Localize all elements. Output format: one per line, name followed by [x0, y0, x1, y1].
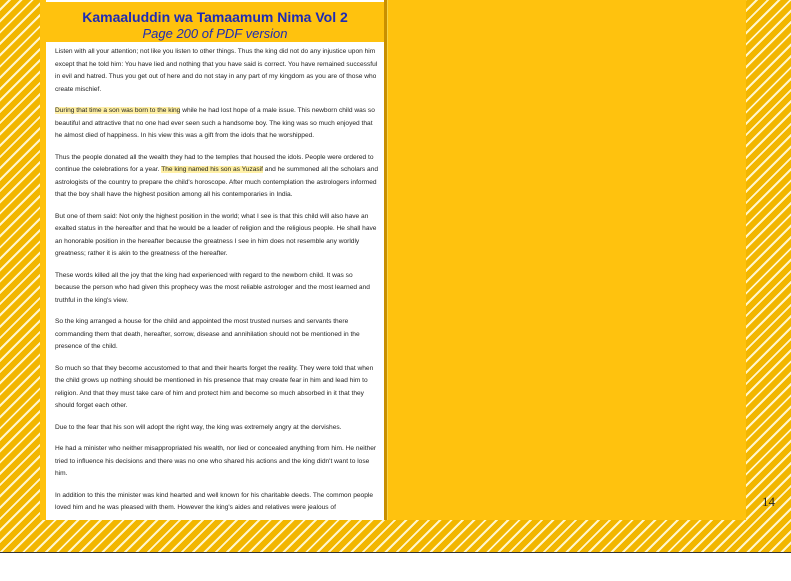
paragraph: Listen with all your attention; not like you listen to other things. Thus the king did not do any injustice upon him except that he told him: You have lied and nothing that you have said is correct. You have remained successful in evil and hatred. Thus you get out of here and do not stay in any part of my kingdom as you are of those who create mischief.	[55, 48, 378, 93]
page-text[interactable]	[55, 46, 379, 520]
paragraph: Due to the fear that his son will adopt the right way, the king was extremely angry at the dervishes.	[55, 423, 342, 431]
highlighted-text: During that time a son was born to the king	[55, 107, 181, 114]
paragraph: So the king arranged a house for the child and appointed the most trusted nurses and servants there commanding them that death, hereafter, sorrow, disease and annihilation should not be mentioned in the presence of the child.	[55, 318, 360, 350]
paragraph: But one of them said: Not only the highest position in the world; what I see is that this child will also have an exalted status in the hereafter and that he would be a leader of religion and the religious people. He shall have an honorable position in the hereafter because the greatness I see in him does not resemble any worldly greatness; rather it is akin to the greatness of the hereafter.	[55, 212, 377, 257]
paragraph: So much so that they become accustomed to that and their hearts forget the reality. They were told that when the child grows up nothing should be mentioned in his presence that may create fear in him and lead him to religion. And that they must take care of him and protect him and become so much absorbed in it that they should forget each other.	[55, 364, 374, 409]
bottom-bar	[0, 552, 791, 581]
page-reference: Page 200 of PDF version	[142, 26, 288, 41]
highlighted-text: The king named his son as Yuzasif	[161, 166, 263, 173]
page-header	[46, 2, 384, 42]
paragraph: Thus the people donated all the wealth they had to the temples that housed the idols. People were ordered to continue the celebrations for a year. The king named his son as Yuzasif and he summoned all the scholars and astrologists of the country to prepare the child's horoscope. After much contemplation the astrologers informed that the boy shall have the highest position among all his contemporaries in India.	[55, 153, 379, 198]
paragraph: During that time a son was born to the king while he had lost hope of a male issue. This newborn child was so beautiful and attractive that no one had ever seen such a handsome boy. The king was so much enjoyed that he almost died of happiness. In his view this was a gift from the idols that he worshipped.	[55, 107, 375, 139]
right-page[interactable]	[387, 0, 743, 520]
paragraph: He had a minister who neither misappropriated his wealth, nor lied or concealed anything from him. He neither tried to influence his decisions and there was no one who shared his actions and the king didn't want to lose him.	[55, 445, 377, 477]
page-number: 14	[762, 494, 775, 509]
paragraph: These words killed all the joy that the king had experienced with regard to the newborn child. It was so because the person who had given this prophecy was the most reliable astrologer and the most learned and truthful in the king's view.	[55, 271, 370, 304]
left-page[interactable]	[46, 0, 387, 520]
paragraph: In addition to this the minister was kind hearted and well known for his charitable deeds. The common people loved him and he was pleased with them. However the king's aides and relatives were jealous of	[55, 491, 374, 511]
book-title: Kamaaluddin wa Tamaamum Nima Vol 2	[82, 9, 348, 25]
